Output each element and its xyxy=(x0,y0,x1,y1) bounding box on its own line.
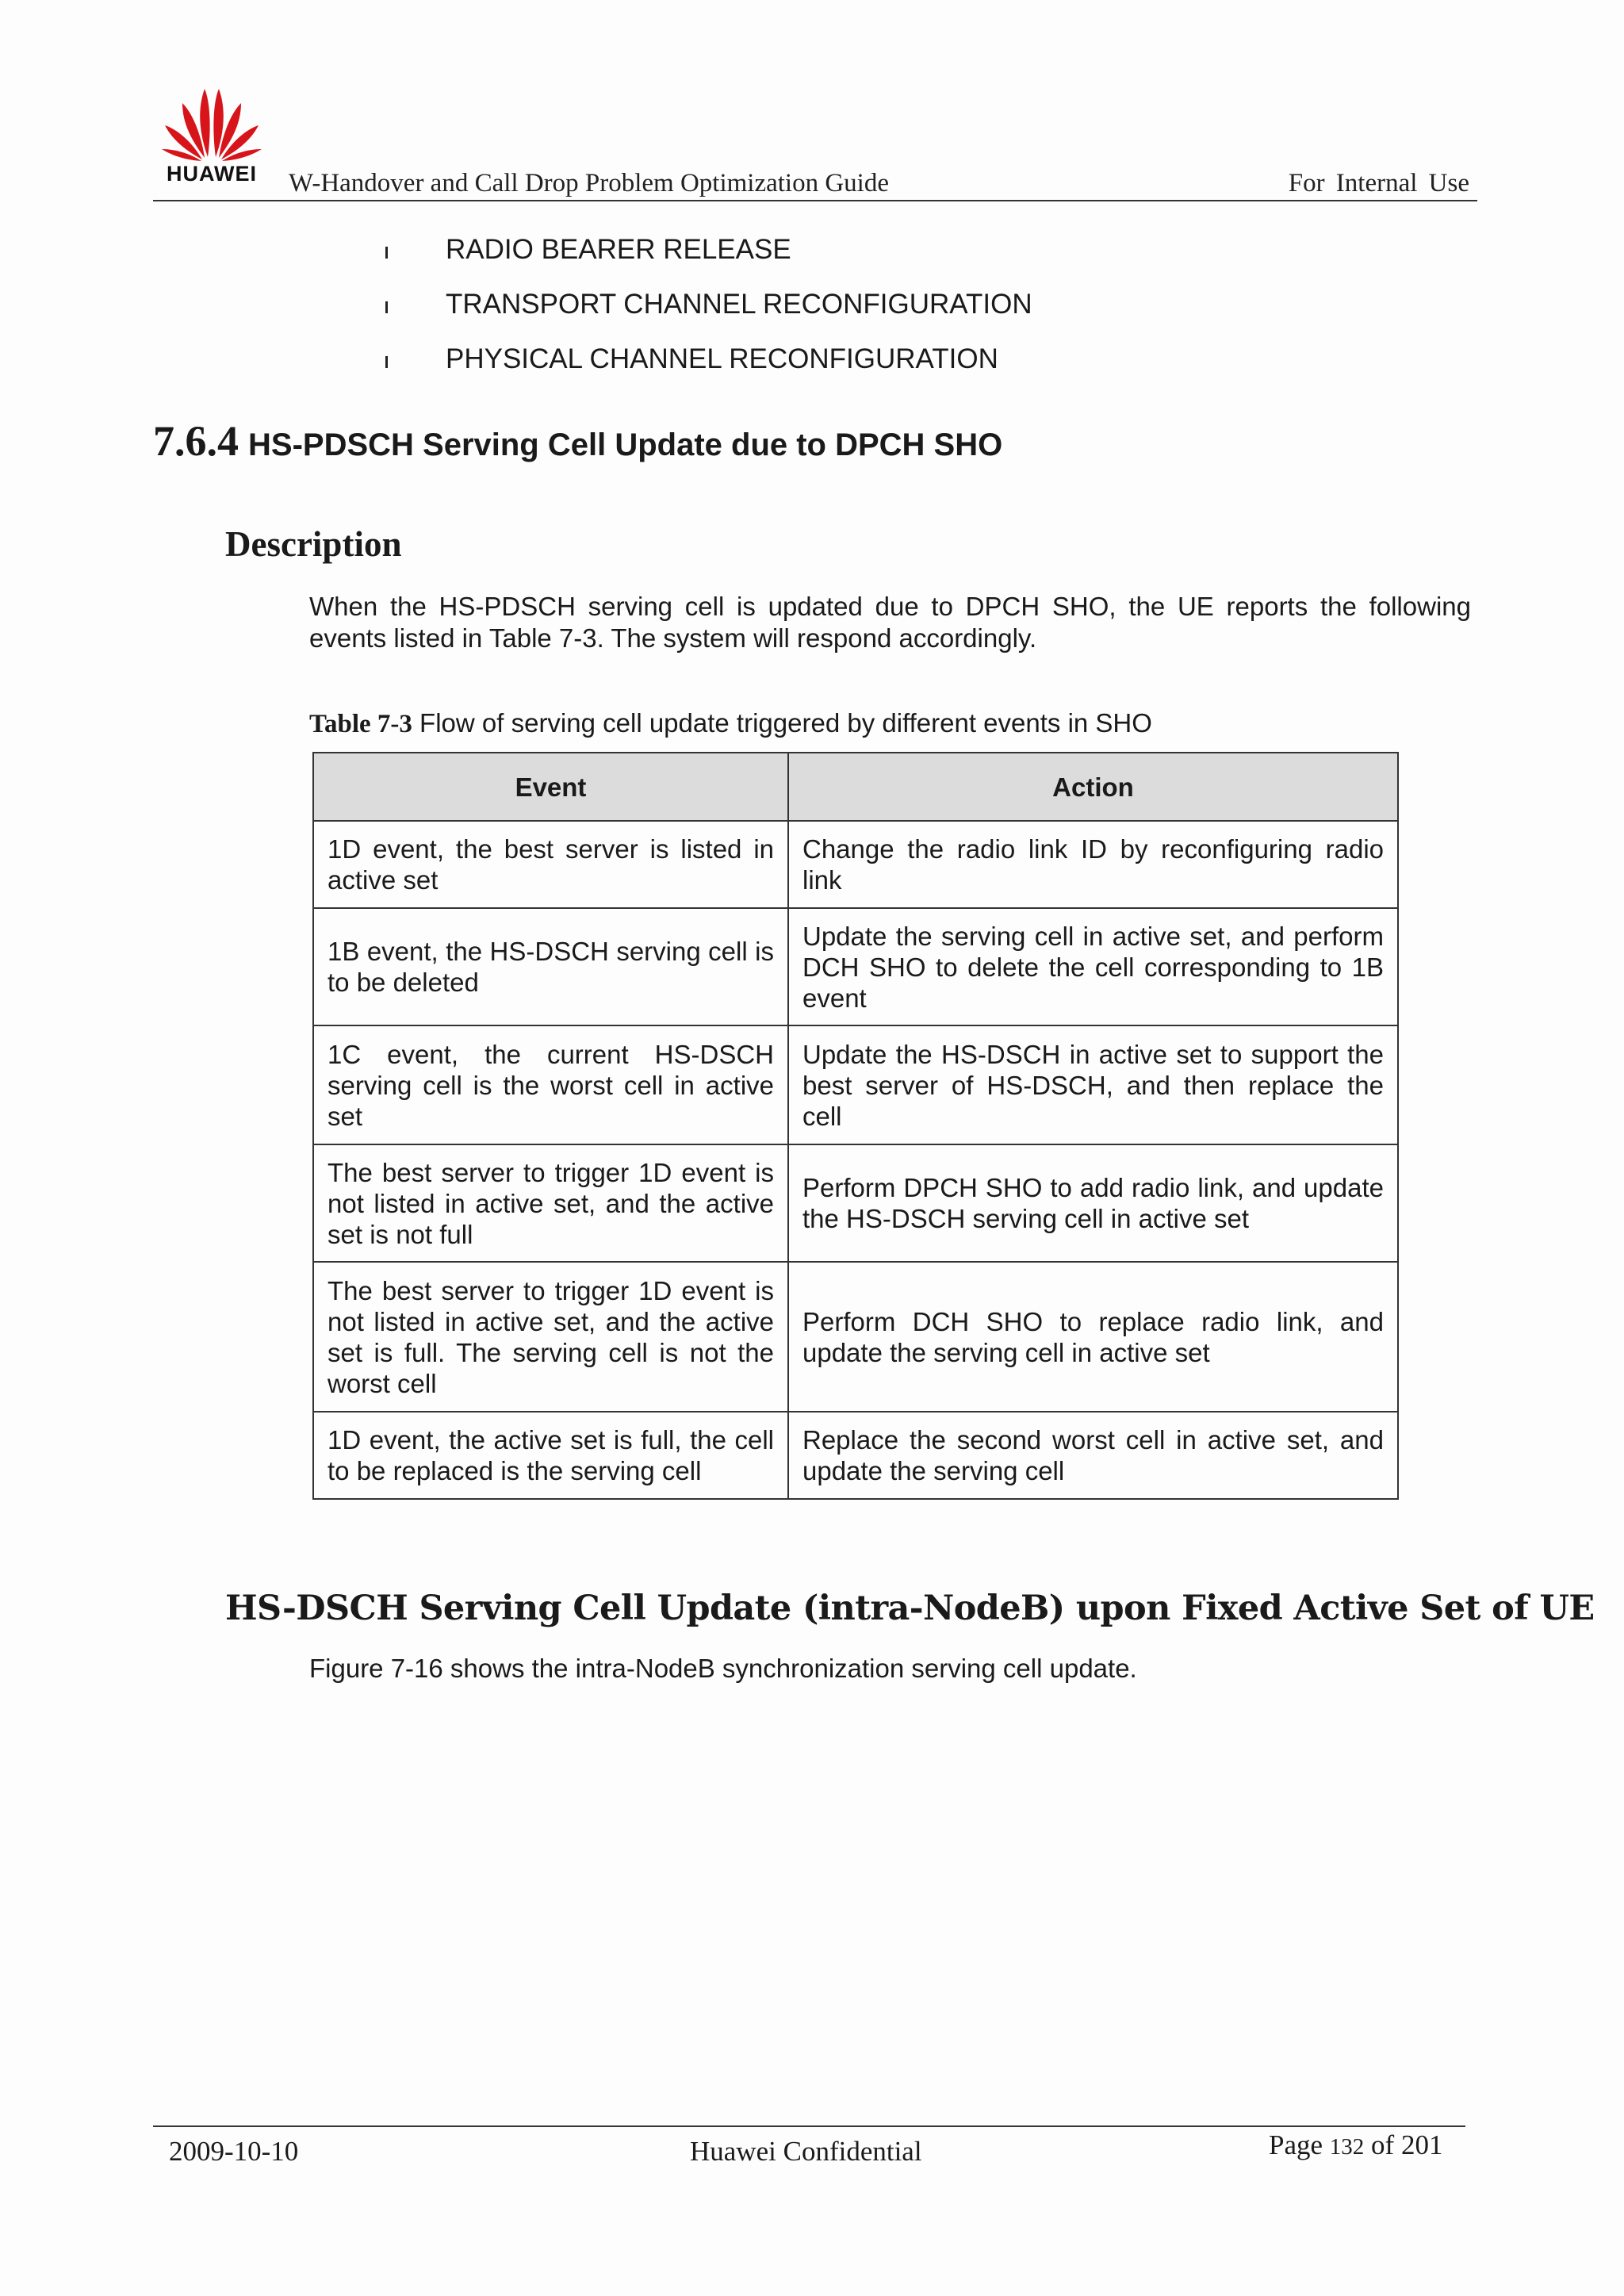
list-item-text: PHYSICAL CHANNEL RECONFIGURATION xyxy=(446,343,998,374)
action-cell: Change the radio link ID by reconfiguring radio link xyxy=(788,821,1398,908)
bullet-marker-icon xyxy=(385,247,388,259)
footer-divider xyxy=(153,2125,1465,2127)
bullet-marker-icon xyxy=(385,301,388,313)
table-row xyxy=(313,1025,1398,1144)
footer-confidential: Huawei Confidential xyxy=(690,2136,922,2167)
action-cell: Update the HS-DSCH in active set to support the best server of HS-DSCH, and then replace the cell xyxy=(788,1025,1398,1144)
page-current: 132 xyxy=(1329,2134,1365,2160)
subsection-heading: HS-DSCH Serving Cell Update (intra-NodeB) upon Fixed Active Set of UE xyxy=(225,1589,1595,1628)
action-cell: Perform DCH SHO to replace radio link, and update the serving cell in active set xyxy=(788,1262,1398,1412)
list-item-text: TRANSPORT CHANNEL RECONFIGURATION xyxy=(446,289,1032,320)
classification-label: For Internal Use xyxy=(1288,169,1469,197)
logo-wordmark: HUAWEI xyxy=(167,162,257,186)
huawei-petals-icon xyxy=(159,79,265,162)
bullet-marker-icon xyxy=(385,356,388,368)
event-cell: 1B event, the HS-DSCH serving cell is to be deleted xyxy=(313,908,788,1025)
table-row xyxy=(313,1144,1398,1262)
column-header-event: Event xyxy=(313,753,788,821)
document-title: W-Handover and Call Drop Problem Optimization Guide xyxy=(289,169,890,197)
table-header-row xyxy=(313,753,1398,821)
event-cell: 1D event, the best server is listed in active set xyxy=(313,821,788,908)
event-cell: The best server to trigger 1D event is not listed in active set, and the active set is full. The serving cell is not the worst cell xyxy=(313,1262,788,1412)
section-number: 7.6.4 xyxy=(153,417,239,465)
header-divider xyxy=(153,200,1477,201)
column-header-action: Action xyxy=(788,753,1398,821)
list-item-text: RADIO BEARER RELEASE xyxy=(446,234,791,265)
action-cell: Update the serving cell in active set, and perform DCH SHO to delete the cell corresponding to 1B event xyxy=(788,908,1398,1025)
table-row xyxy=(313,1412,1398,1499)
section-title: HS-PDSCH Serving Cell Update due to DPCH SHO xyxy=(248,427,1003,462)
table-caption-text: Flow of serving cell update triggered by different events in SHO xyxy=(412,708,1152,738)
event-action-table xyxy=(312,752,1399,1500)
event-cell: 1D event, the active set is full, the cell to be replaced is the serving cell xyxy=(313,1412,788,1499)
page-prefix: Page xyxy=(1269,2129,1330,2160)
footer-page-number xyxy=(1269,2129,1442,2161)
description-paragraph: When the HS-PDSCH serving cell is updated due to DPCH SHO, the UE reports the following events listed in Table 7-3. The system will respond accordingly. xyxy=(309,592,1471,653)
section-heading xyxy=(153,416,1002,466)
event-cell: 1C event, the current HS-DSCH serving cell is the worst cell in active set xyxy=(313,1025,788,1144)
page-suffix: of 201 xyxy=(1364,2129,1443,2160)
footer-date: 2009-10-10 xyxy=(169,2136,299,2167)
table-row xyxy=(313,821,1398,908)
table-row xyxy=(313,908,1398,1025)
subsection-paragraph: Figure 7-16 shows the intra-NodeB synchronization serving cell update. xyxy=(309,1654,1137,1683)
event-cell: The best server to trigger 1D event is not listed in active set, and the active set is not full xyxy=(313,1144,788,1262)
huawei-logo xyxy=(159,79,265,190)
table-caption xyxy=(309,708,1152,739)
table-row xyxy=(313,1262,1398,1412)
table-caption-label: Table 7-3 xyxy=(309,710,412,738)
action-cell: Perform DPCH SHO to add radio link, and update the HS-DSCH serving cell in active set xyxy=(788,1144,1398,1262)
action-cell: Replace the second worst cell in active set, and update the serving cell xyxy=(788,1412,1398,1499)
description-heading: Description xyxy=(225,524,402,564)
